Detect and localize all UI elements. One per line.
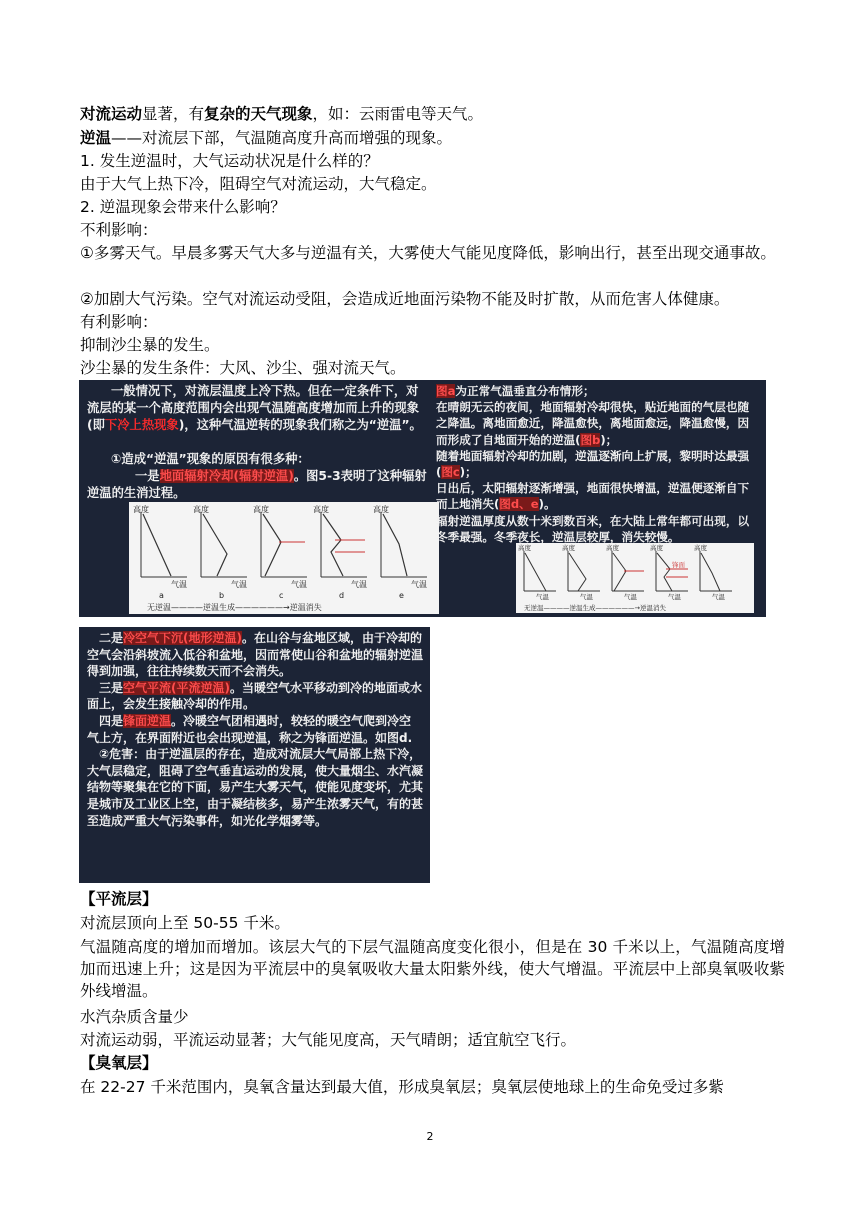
r-x-label-c: 气温	[624, 593, 637, 601]
x-axis-label-c: 气温	[291, 580, 307, 589]
y-axis-label-c: 高度	[253, 505, 269, 514]
y-axis-label-b: 高度	[193, 505, 209, 514]
slide-radiation-inversion	[79, 380, 766, 617]
x-axis-label-d: 气温	[351, 580, 367, 589]
graph-labels	[133, 504, 427, 612]
effect-pollution: ②加剧大气污染。空气对流运动受阻，会造成近地面污染物不能及时扩散，从而危害人体健康。	[80, 290, 730, 308]
r-x-label-a: 气温	[536, 593, 549, 601]
slide-other-inversions	[79, 627, 430, 883]
question-1: 1. 发生逆温时，大气运动状况是什么样的？	[80, 152, 379, 170]
graph-c	[261, 512, 307, 577]
r-y-label-c: 高度	[606, 544, 619, 552]
line-convection: 对流运动显著，有复杂的天气现象，如：云雨雷电等天气。	[80, 105, 484, 123]
stratosphere-temperature: 气温随高度的增加而增加。该层大气的下层气温随高度变化很小，但是在 30 千米以上，气温随高度增加而迅速上升；这是因为平流层中的臭氧吸收大量太阳紫外线，使大气增温。平流层中上部臭氧吸收紫外线增温。	[80, 938, 785, 1000]
stratosphere-heading: 【平流层】	[80, 890, 158, 908]
slide1-intro: 一般情况下，对流层温度上冷下热。但在一定条件下，对流层的某一个高度范围内会出现气温随高度增加而上升的现象(即下冷上热现象)，这种气温逆转的现象我们称之为“逆温”。	[87, 384, 422, 432]
graph-letter-d: d	[339, 591, 345, 600]
slide1-causes: ①造成“逆温”现象的原因有很多种：	[111, 452, 310, 466]
stratosphere-range: 对流层顶向上至 50-55 千米。	[80, 914, 290, 932]
sandstorm-conditions: 沙尘暴的发生条件：大风、沙尘、强对流天气。	[80, 359, 406, 377]
x-axis-label-b: 气温	[231, 580, 247, 589]
positive-effects-label: 有利影响：	[80, 313, 158, 331]
radiation-inversion-graphs-right	[516, 543, 754, 613]
graph-b	[201, 512, 247, 577]
answer-1: 由于大气上热下冷，阻碍空气对流运动，大气稳定。	[80, 175, 437, 193]
slide1-right-text: 图a为正常气温垂直分布情形； 在晴朗无云的夜间，地面辐射冷却很快，贴近地面的气层也随之降温。离地面愈近，降温愈快，离地面愈远，降温愈慢，因而形成了自地面开始的逆温(图b)； 随着地面辐射冷却的加剧，逆温逐渐向上扩展，黎明时达最强(图c)； 日出后，太阳辐射逐渐增强，地面很快增温，逆温便逐渐自下而上地消失(图d、e)。 辐射逆温厚度从数十米到数百米，在大陆上常年都可出现，以冬季最强。冬季夜长，逆温层较厚，消失较慢。	[436, 384, 750, 544]
question-2: 2. 逆温现象会带来什么影响？	[80, 198, 286, 216]
graph-letter-b: b	[219, 591, 225, 600]
r-y-label-a: 高度	[518, 544, 531, 552]
y-axis-label-e: 高度	[373, 505, 389, 514]
page-number: 2	[426, 1130, 434, 1143]
graph-letter-e: e	[399, 591, 404, 600]
slide1-radiation: 一是地面辐射冷却(辐射逆温)。图5-3表明了这种辐射逆温的生消过程。	[87, 469, 427, 500]
r-x-label-d: 气温	[668, 593, 681, 601]
y-axis-label-d: 高度	[313, 505, 329, 514]
negative-effects-label: 不利影响：	[80, 221, 158, 239]
x-axis-label-e: 气温	[411, 580, 427, 589]
r-x-label-b: 气温	[580, 593, 593, 601]
graph-letter-c: c	[279, 591, 284, 600]
r-x-label-e: 气温	[712, 593, 725, 601]
radiation-inversion-graphs-left	[129, 502, 439, 614]
effect-fog: ①多雾天气。早晨多雾天气大多与逆温有关，大雾使大气能见度降低，影响出行，甚至出现交通事故。	[80, 244, 776, 262]
stage-caption: 无逆温————逆温生成——————→逆温消失	[147, 603, 322, 612]
line-inversion-def: 逆温——对流层下部，气温随高度升高而增强的现象。	[80, 129, 453, 147]
front-label: 锋面	[672, 561, 685, 569]
stratosphere-water: 水汽杂质含量少	[80, 1008, 189, 1026]
graph-d	[321, 512, 367, 577]
x-axis-label-a: 气温	[171, 580, 187, 589]
graph-letter-a: a	[159, 591, 164, 600]
slide2-text: 二是冷空气下沉(地形逆温)。在山谷与盆地区域，由于冷却的空气会沿斜坡流入低谷和盆地，因而常使山谷和盆地的辐射逆温得到加强，往往持续数天而不会消失。 三是空气平流(平流逆温)。当暖空气水平移动到冷的地面或水面上，会发生接触冷却的作用。 四是锋面逆温。冷暖空气团相遇时，较轻的暖空气爬到冷空气上方，在界面附近也会出现逆温，称之为锋面逆温。如图d. ②危害：由于逆温层的存在，造成对流层大气局部上热下冷，大气层稳定，阻碍了空气垂直运动的发展，使大量烟尘、水汽凝结物等聚集在它的下面，易产生大雾天气，使能见度变坏，尤其是城市及工业区上空，由于凝结核多，易产生浓雾天气，有的甚至造成严重大气污染事件，如光化学烟雾等。	[87, 631, 424, 828]
ozone-text: 在 22-27 千米范围内，臭氧含量达到最大值，形成臭氧层；臭氧层使地球上的生命免受过多紫	[80, 1078, 724, 1096]
r-stage-caption: 无逆温————逆温生成——————→逆温消失	[524, 604, 666, 612]
r-y-label-d: 高度	[650, 544, 663, 552]
effect-sandstorm: 抑制沙尘暴的发生。	[80, 336, 220, 354]
y-axis-label-a: 高度	[133, 505, 149, 514]
stratosphere-motion: 对流运动弱，平流运动显著；大气能见度高，天气晴朗；适宜航空飞行。	[80, 1031, 577, 1049]
r-y-label-b: 高度	[562, 544, 575, 552]
ozone-heading: 【臭氧层】	[80, 1054, 158, 1072]
r-y-label-e: 高度	[694, 544, 707, 552]
graph-e	[381, 512, 427, 577]
graph-a	[141, 512, 187, 577]
